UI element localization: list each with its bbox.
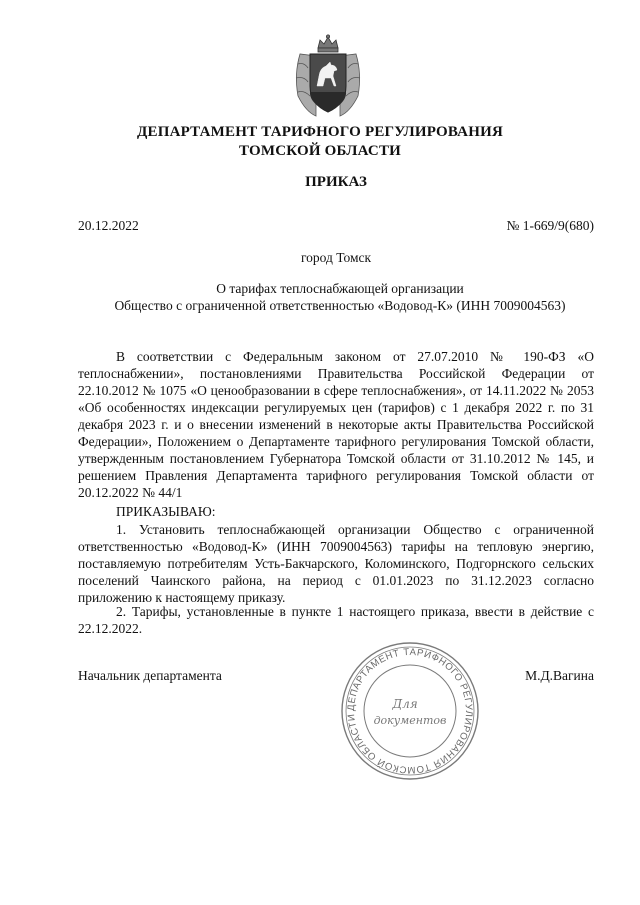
document-city: город Томск [300, 250, 372, 265]
document-date: 20.12.2022 [78, 218, 139, 233]
organization-name-line2: ТОМСКОЙ ОБЛАСТИ [238, 143, 402, 159]
coat-of-arms-icon [290, 34, 366, 120]
document-number: № 1-669/9(680) [506, 218, 594, 233]
order-item-2: 2. Тарифы, установленные в пункте 1 настоящего приказа, ввести в действие с 22.12.2022. [78, 604, 594, 636]
official-stamp [339, 640, 481, 782]
preamble-paragraph: В соответствии с Федеральным законом от 27.07.2010 № 190-ФЗ «О теплоснабжении», постановлениями Правительства Российской Федерации от 22.10.2012 № 1075 «О ценообразовании в сфере теплоснабжения», от 14.11.2022 № 2053 «Об особенностях индексации регулируемых цен (тарифов) с 1 декабря 2022 г. по 31 декабря 2023 г. и о внесении изменений в некоторые акты Правительства Российской Федерации», Положением о Департаменте тарифного регулирования Томской области, утвержденным постановлением Губернатора Томской области от 31.10.2012 № 145, и решением Правления Департамента тарифного регулирования Томской области от 20.12.2022 № 44/1 [78, 349, 594, 500]
subject-line2: Общество с ограниченной ответственностью «Водовод-К» (ИНН 7009004563) [114, 298, 566, 313]
stamp-ring-text: ДЕПАРТАМЕНТ ТАРИФНОГО РЕГУЛИРОВАНИЯ ТОМСКОЙ ОБЛАСТИ [345, 646, 475, 776]
signatory-name: М.Д.Вагина [525, 668, 594, 683]
stamp-center-line1: Для [392, 697, 418, 711]
order-item-1: 1. Установить теплоснабжающей организации Общество с ограниченной ответственностью «Водовод-К» (ИНН 7009004563) тарифы на тепловую энергию, поставляемую потребителям Усть-Бакчарского, Коломинского, Подгорнского сельских поселений Чаинского района, на период с 01.01.2023 по 31.12.2023 согласно приложению к настоящему приказу. [78, 522, 594, 605]
subject-line1: О тарифах теплоснабжающей организации [216, 281, 464, 296]
organization-name-line1: ДЕПАРТАМЕНТ ТАРИФНОГО РЕГУЛИРОВАНИЯ [137, 124, 503, 140]
order-word: ПРИКАЗЫВАЮ: [116, 504, 216, 519]
signatory-role: Начальник департамента [78, 668, 222, 683]
stamp-center-line2: документов [373, 714, 447, 727]
document-type-title: ПРИКАЗ [305, 174, 367, 190]
